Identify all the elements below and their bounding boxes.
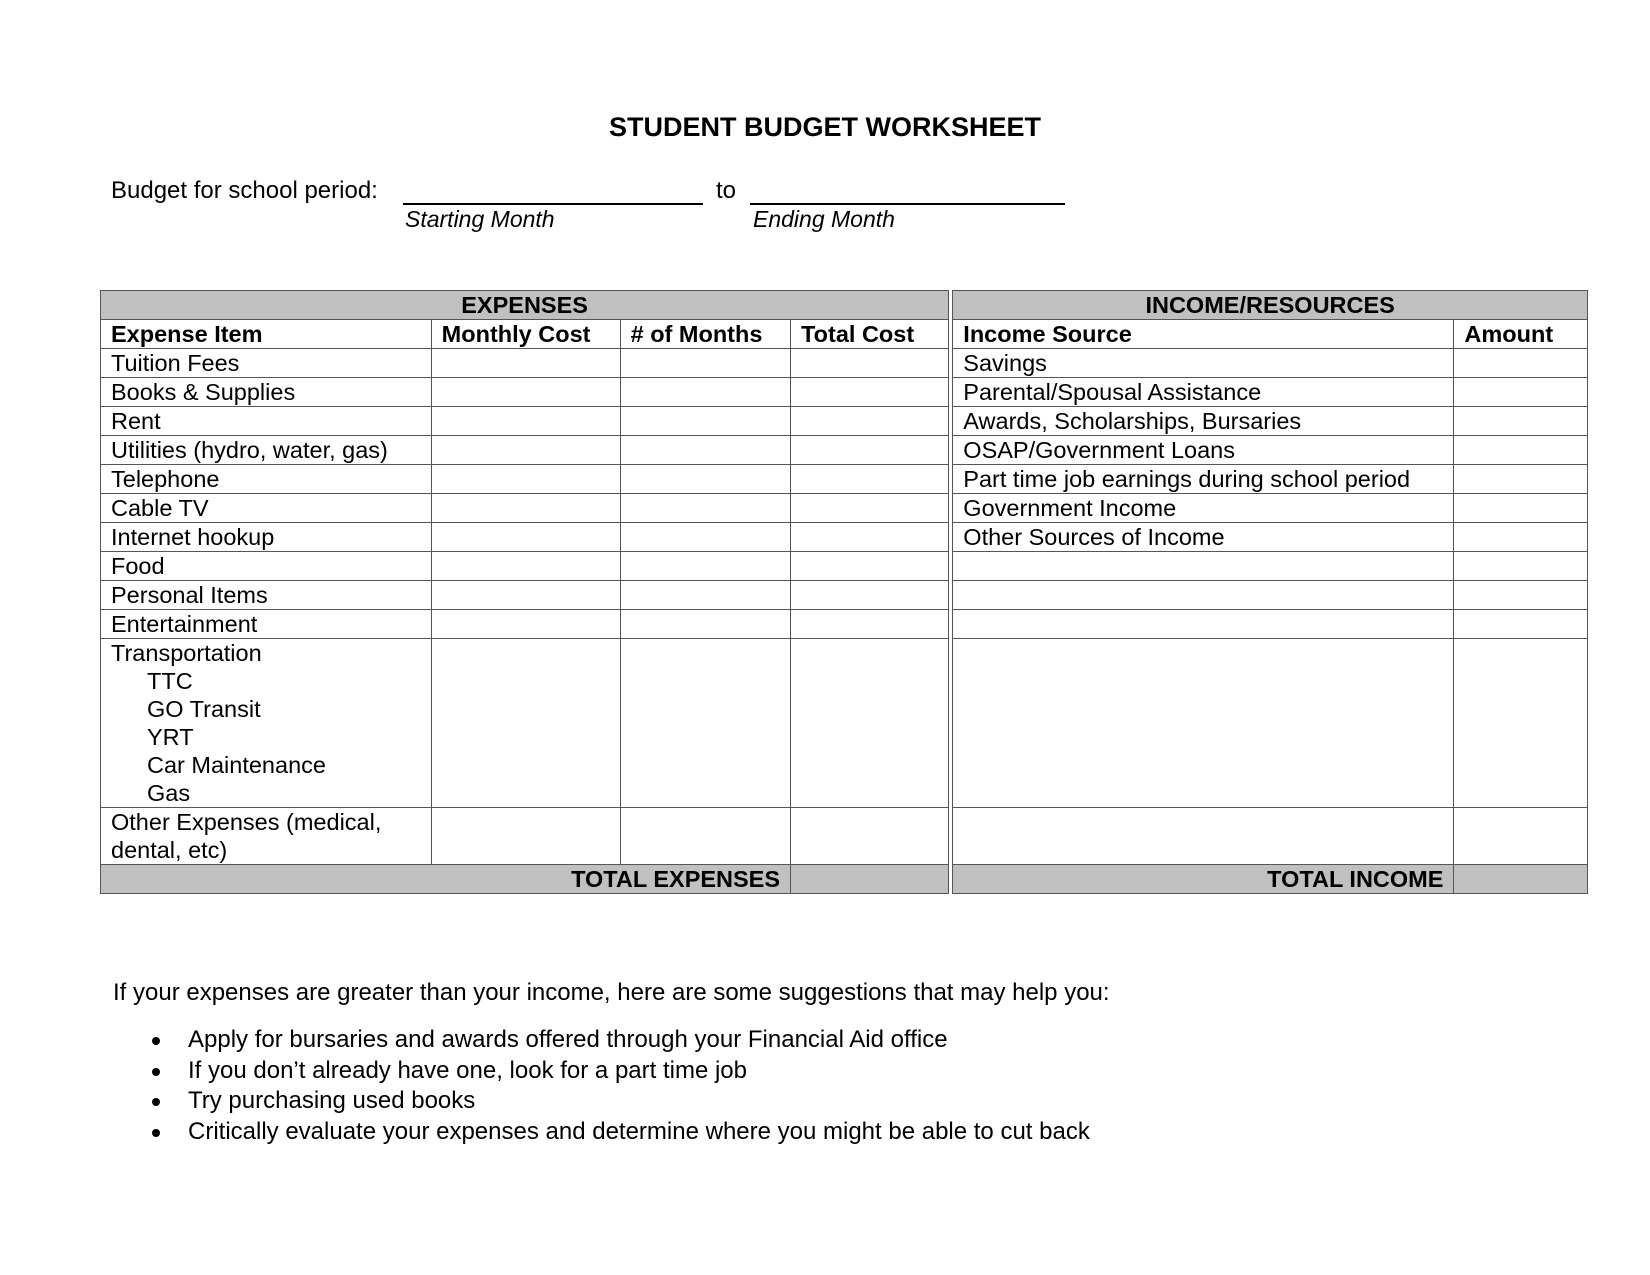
amount-cell[interactable] [1454,465,1588,494]
months-cell[interactable] [620,378,790,407]
table-row [101,378,1588,407]
total-cost-cell[interactable] [791,407,949,436]
months-cell[interactable] [620,552,790,581]
table-row-other [101,808,1588,865]
table-row [101,349,1588,378]
income-source: Government Income [953,494,1454,523]
amount-cell[interactable] [1454,581,1588,610]
monthly-cost-cell[interactable] [431,436,620,465]
income-source: Savings [953,349,1454,378]
other-expenses-line: Other Expenses (medical, [111,809,382,835]
income-source-blank[interactable] [953,610,1454,639]
bullet-icon [152,1129,160,1137]
amount-cell[interactable] [1454,639,1588,808]
list-item [113,1056,1090,1087]
total-cost-cell[interactable] [791,436,949,465]
total-expenses-label: TOTAL EXPENSES [101,865,791,894]
list-item [113,1117,1090,1148]
income-source-blank[interactable] [953,808,1454,865]
amount-cell[interactable] [1454,494,1588,523]
total-cost-cell[interactable] [791,581,949,610]
table-row-transportation [101,639,1588,808]
months-cell[interactable] [620,349,790,378]
col-total-cost: Total Cost [791,320,949,349]
table-row [101,581,1588,610]
income-source: Awards, Scholarships, Bursaries [953,407,1454,436]
table-row [101,494,1588,523]
list-item [113,1025,1090,1056]
monthly-cost-cell[interactable] [431,378,620,407]
total-cost-cell[interactable] [791,639,949,808]
monthly-cost-cell[interactable] [431,808,620,865]
col-income-source: Income Source [953,320,1454,349]
expense-item: Telephone [101,465,432,494]
expense-item: Food [101,552,432,581]
amount-cell[interactable] [1454,552,1588,581]
total-cost-cell[interactable] [791,349,949,378]
total-cost-cell[interactable] [791,494,949,523]
monthly-cost-cell[interactable] [431,552,620,581]
total-cost-cell[interactable] [791,523,949,552]
other-expenses-line: dental, etc) [111,837,228,863]
amount-cell[interactable] [1454,378,1588,407]
suggestion-text: Try purchasing used books [188,1087,476,1114]
monthly-cost-cell[interactable] [431,581,620,610]
totals-row [101,865,1588,894]
amount-cell[interactable] [1454,349,1588,378]
months-cell[interactable] [620,494,790,523]
period-connector: to [716,177,737,204]
expense-item: Tuition Fees [101,349,432,378]
total-expenses-value[interactable] [791,865,949,894]
expense-item: Books & Supplies [101,378,432,407]
expense-item-other [101,808,432,865]
col-months: # of Months [620,320,790,349]
total-cost-cell[interactable] [791,465,949,494]
expense-item: Rent [101,407,432,436]
income-source: Other Sources of Income [953,523,1454,552]
transportation-subitem: TTC [147,668,193,694]
table-row [101,552,1588,581]
col-expense-item: Expense Item [101,320,432,349]
total-income-value[interactable] [1454,865,1588,894]
monthly-cost-cell[interactable] [431,407,620,436]
col-monthly-cost: Monthly Cost [431,320,620,349]
table-row [101,523,1588,552]
transportation-subitem: GO Transit [147,696,261,722]
amount-cell[interactable] [1454,436,1588,465]
expense-item: Internet hookup [101,523,432,552]
period-label: Budget for school period: [111,177,378,204]
expense-item: Entertainment [101,610,432,639]
suggestions-intro: If your expenses are greater than your income, here are some suggestions that may help you: [113,979,1110,1006]
total-income-label: TOTAL INCOME [953,865,1454,894]
monthly-cost-cell[interactable] [431,523,620,552]
total-cost-cell[interactable] [791,378,949,407]
monthly-cost-cell[interactable] [431,639,620,808]
transportation-label: Transportation [111,640,262,666]
months-cell[interactable] [620,407,790,436]
bullet-icon [152,1068,160,1076]
table-row [101,610,1588,639]
expense-item-transportation [101,639,432,808]
suggestion-text: If you don’t already have one, look for a part time job [188,1056,747,1084]
monthly-cost-cell[interactable] [431,465,620,494]
income-source-blank[interactable] [953,552,1454,581]
amount-cell[interactable] [1454,407,1588,436]
list-item [113,1086,1090,1117]
months-cell[interactable] [620,436,790,465]
income-source: Part time job earnings during school period [953,465,1454,494]
expense-item: Utilities (hydro, water, gas) [101,436,432,465]
bullet-icon [152,1098,160,1106]
months-cell[interactable] [620,639,790,808]
suggestions-list [113,1025,1090,1147]
income-source-blank[interactable] [953,581,1454,610]
monthly-cost-cell[interactable] [431,494,620,523]
total-cost-cell[interactable] [791,552,949,581]
monthly-cost-cell[interactable] [431,349,620,378]
income-heading: INCOME/RESOURCES [953,291,1588,320]
amount-cell[interactable] [1454,610,1588,639]
expense-item: Cable TV [101,494,432,523]
page-title: STUDENT BUDGET WORKSHEET [609,112,1041,142]
transportation-subitem: YRT [147,724,194,750]
suggestion-text: Apply for bursaries and awards offered through your Financial Aid office [188,1026,948,1053]
start-month-field[interactable] [403,203,703,205]
budget-table [100,290,1588,894]
monthly-cost-cell[interactable] [431,610,620,639]
total-cost-cell[interactable] [791,610,949,639]
transportation-subitem: Car Maintenance [147,752,326,778]
income-source: OSAP/Government Loans [953,436,1454,465]
table-row [101,436,1588,465]
transportation-subitem: Gas [147,780,191,806]
bullet-icon [152,1037,160,1045]
column-header-row [101,320,1588,349]
months-cell[interactable] [620,808,790,865]
end-month-field[interactable] [750,203,1065,205]
start-month-caption: Starting Month [405,206,555,232]
amount-cell[interactable] [1454,523,1588,552]
months-cell[interactable] [620,610,790,639]
table-row [101,465,1588,494]
expenses-heading: EXPENSES [101,291,949,320]
months-cell[interactable] [620,465,790,494]
months-cell[interactable] [620,523,790,552]
table-row [101,407,1588,436]
suggestion-text: Critically evaluate your expenses and determine where you might be able to cut back [188,1117,1090,1145]
col-amount: Amount [1454,320,1588,349]
income-source: Parental/Spousal Assistance [953,378,1454,407]
income-source-blank[interactable] [953,639,1454,808]
amount-cell[interactable] [1454,808,1588,865]
end-month-caption: Ending Month [753,206,895,232]
expense-item: Personal Items [101,581,432,610]
months-cell[interactable] [620,581,790,610]
total-cost-cell[interactable] [791,808,949,865]
